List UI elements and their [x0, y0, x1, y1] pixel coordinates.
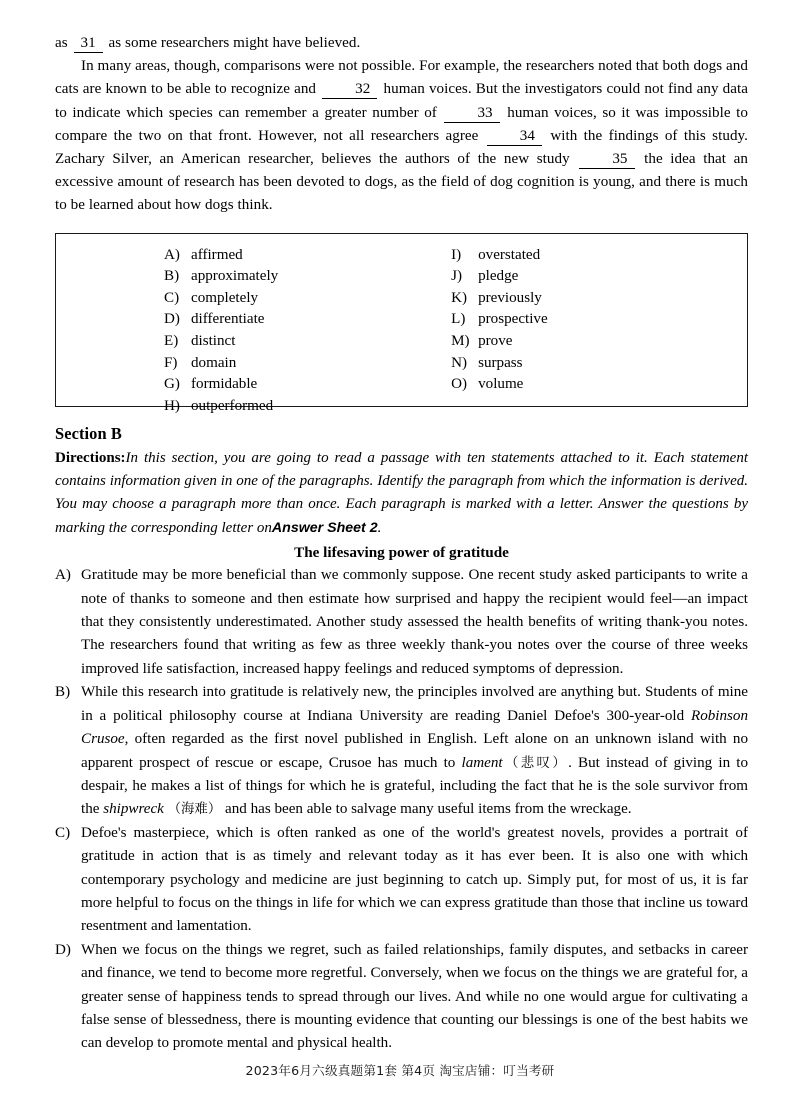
option-text: differentiate	[191, 311, 265, 328]
option-letter: C)	[164, 289, 180, 306]
paragraph-label: B)	[55, 684, 71, 701]
option-text: affirmed	[191, 246, 243, 263]
option-letter: L)	[451, 311, 466, 328]
word-bank-option[interactable]	[164, 266, 403, 288]
gloss-lament-chinese: （悲叹）	[502, 755, 569, 771]
passage-paragraph-c	[55, 822, 748, 939]
directions-body-end: .	[377, 519, 382, 536]
directions-label: Directions:	[55, 449, 126, 466]
cloze-paragraph	[55, 55, 748, 217]
blank-32[interactable]: 32	[322, 81, 377, 99]
option-letter: I)	[451, 246, 462, 263]
cloze-post-text: as some researchers might have believed.	[108, 35, 361, 51]
option-letter: E)	[164, 333, 179, 349]
paragraph-text: When we focus on the things we regret, such as failed relationships, family disputes, and setbacks in career and finance, we tend to become more regretful. Conversely, when we focus on the things we are grateful for, a greater sense of happiness tends to spread through our lives. And while no one would argue for cultivating a false sense of blessedness, there is mounting evidence that counting our blessings is one of the best habits we can develop to promote mental and physical health.	[81, 941, 748, 1052]
option-letter: F)	[164, 354, 178, 371]
option-letter: K)	[451, 289, 468, 306]
document-page	[55, 32, 748, 1056]
paragraph-label: A)	[55, 567, 71, 584]
option-letter: G)	[164, 376, 180, 393]
word-bank-option[interactable]	[451, 353, 747, 375]
paragraph-text: Defoe's masterpiece, which is often ranked as one of the world's greatest novels, provides a portrait of gratitude in action that is as timely and relevant today as it has ever been. It is also one with which contemporary psychology and medicine are just beginning to catch up. Simply put, for most of us, it is far more helpful to focus on the things in life for which we can express gratitude than those that incline us toward resentment and lamentation.	[81, 824, 748, 935]
passage-title: The lifesaving power of gratitude	[294, 544, 509, 562]
word-bank-option[interactable]	[164, 396, 403, 418]
word-bank-option[interactable]	[164, 288, 403, 310]
option-letter: B)	[164, 268, 180, 285]
word-bank-option[interactable]	[451, 245, 747, 267]
word-bank-option[interactable]	[451, 288, 747, 310]
word-bank-column-right	[403, 245, 747, 418]
option-text: domain	[191, 354, 237, 371]
blank-31[interactable]: 31	[74, 35, 103, 53]
option-text: pledge	[478, 268, 519, 285]
option-letter: H)	[164, 397, 180, 414]
option-text: previously	[478, 289, 542, 306]
option-text: surpass	[478, 354, 523, 371]
word-bank-column-left	[56, 245, 403, 418]
cloze-line-continuation	[55, 32, 748, 55]
glossed-word-lament: lament	[461, 754, 503, 771]
answer-sheet-reference: Answer Sheet 2	[271, 519, 378, 536]
option-letter: J)	[451, 268, 463, 285]
option-letter: M)	[451, 333, 470, 349]
paragraph-label: D)	[55, 941, 71, 958]
word-bank-option[interactable]	[451, 331, 747, 353]
passage-paragraph-d	[55, 939, 748, 1056]
option-text: overstated	[478, 246, 541, 263]
option-letter: A)	[164, 246, 180, 263]
gloss-shipwreck-chinese: （海难）	[167, 802, 222, 818]
cloze-segment-5: the idea that an excessive amount of research has been devoted to dogs, as the field of dog cognition is young, and there is much to be learned about how dogs think.	[55, 151, 748, 214]
word-bank-option[interactable]	[164, 331, 403, 353]
word-bank-option[interactable]	[164, 309, 403, 331]
section-heading: Section B	[55, 423, 122, 443]
passage-paragraph-b	[55, 681, 748, 821]
option-text: prospective	[478, 311, 548, 328]
word-bank-box	[55, 233, 748, 414]
blank-35[interactable]: 35	[579, 151, 634, 169]
option-text: volume	[478, 376, 524, 393]
word-bank-option[interactable]	[451, 374, 747, 396]
word-bank-option[interactable]	[164, 374, 403, 396]
paragraph-text-part-1: While this research into gratitude is relatively new, the principles involved are anything but. Students of mine in a political philosophy course at Indiana University are reading Daniel Defoe's 300-year-old	[81, 684, 748, 724]
option-letter: D)	[164, 311, 180, 328]
paragraph-label: C)	[55, 824, 71, 841]
option-text: distinct	[191, 333, 236, 349]
option-text: prove	[478, 333, 513, 349]
glossed-word-shipwreck: shipwreck	[103, 801, 164, 818]
blank-34[interactable]: 34	[487, 128, 542, 146]
option-text: completely	[191, 289, 259, 306]
paragraph-text-part-4: and has been able to salvage many useful items from the wreckage.	[225, 801, 632, 818]
option-letter: N)	[451, 354, 468, 371]
passage-paragraph-a	[55, 564, 748, 681]
cloze-segment-4: with the findings of this study. Zachary Silver, an American researcher, believes the authors of the new study	[55, 127, 748, 168]
word-bank-option[interactable]	[164, 353, 403, 375]
paragraph-text: Gratitude may be more beneficial than we commonly suppose. One recent study asked participants to write a note of thanks to someone and then estimate how surprised and happy the recipient would feel—an impact that they consistently underestimated. Another study assessed the health benefits of writing thank-you notes. The researchers found that writing as few as three weekly thank-you notes over the course of three weeks improved life satisfaction, increased happy feelings and reduced symptoms of depression.	[81, 567, 748, 677]
option-letter: O)	[451, 376, 468, 393]
option-text: approximately	[191, 268, 279, 285]
option-text: formidable	[191, 376, 258, 393]
cloze-segment-3: human voices, so it was impossible to compare the two on that front. However, not all researchers agree	[55, 104, 748, 144]
blank-33[interactable]: 33	[444, 105, 499, 123]
word-bank-option[interactable]	[451, 266, 747, 288]
book-title-robinson-crusoe: Robinson Crusoe	[81, 707, 748, 748]
paragraph-text-part-2: , often regarded as the first novel published in English. Left alone on an unknown island with no apparent prospect of rescue or escape, Crusoe has much to	[81, 731, 748, 771]
word-bank-option[interactable]	[164, 245, 403, 267]
word-bank-option[interactable]	[451, 309, 747, 331]
page-footer: 2023年6月六级真题第1套 第4页 淘宝店铺：叮当考研	[245, 1063, 555, 1078]
cloze-segment-2: human voices. But the investigators could not find any data to indicate which species can remember a greater number of	[55, 81, 749, 121]
directions-block	[55, 447, 748, 541]
option-text: outperformed	[191, 397, 274, 414]
directions-body: In this section, you are going to read a passage with ten statements attached to it. Each statement contains information given in one of the paragraphs. Identify the paragraph from which the information is derived. You may choose a paragraph more than once. Each paragraph is marked with a letter. Answer the questions by marking the corresponding letter on	[55, 449, 748, 536]
paragraph-text-part-3: . But instead of giving in to despair, he makes a list of things for which he is grateful, including the fact that he is the sole survivor from the	[81, 754, 749, 818]
cloze-pre-text: as	[55, 35, 68, 51]
cloze-segment-1: In many areas, though, comparisons were not possible. For example, the researchers noted that both dogs and cats are known to be able to recognize and	[55, 58, 748, 98]
